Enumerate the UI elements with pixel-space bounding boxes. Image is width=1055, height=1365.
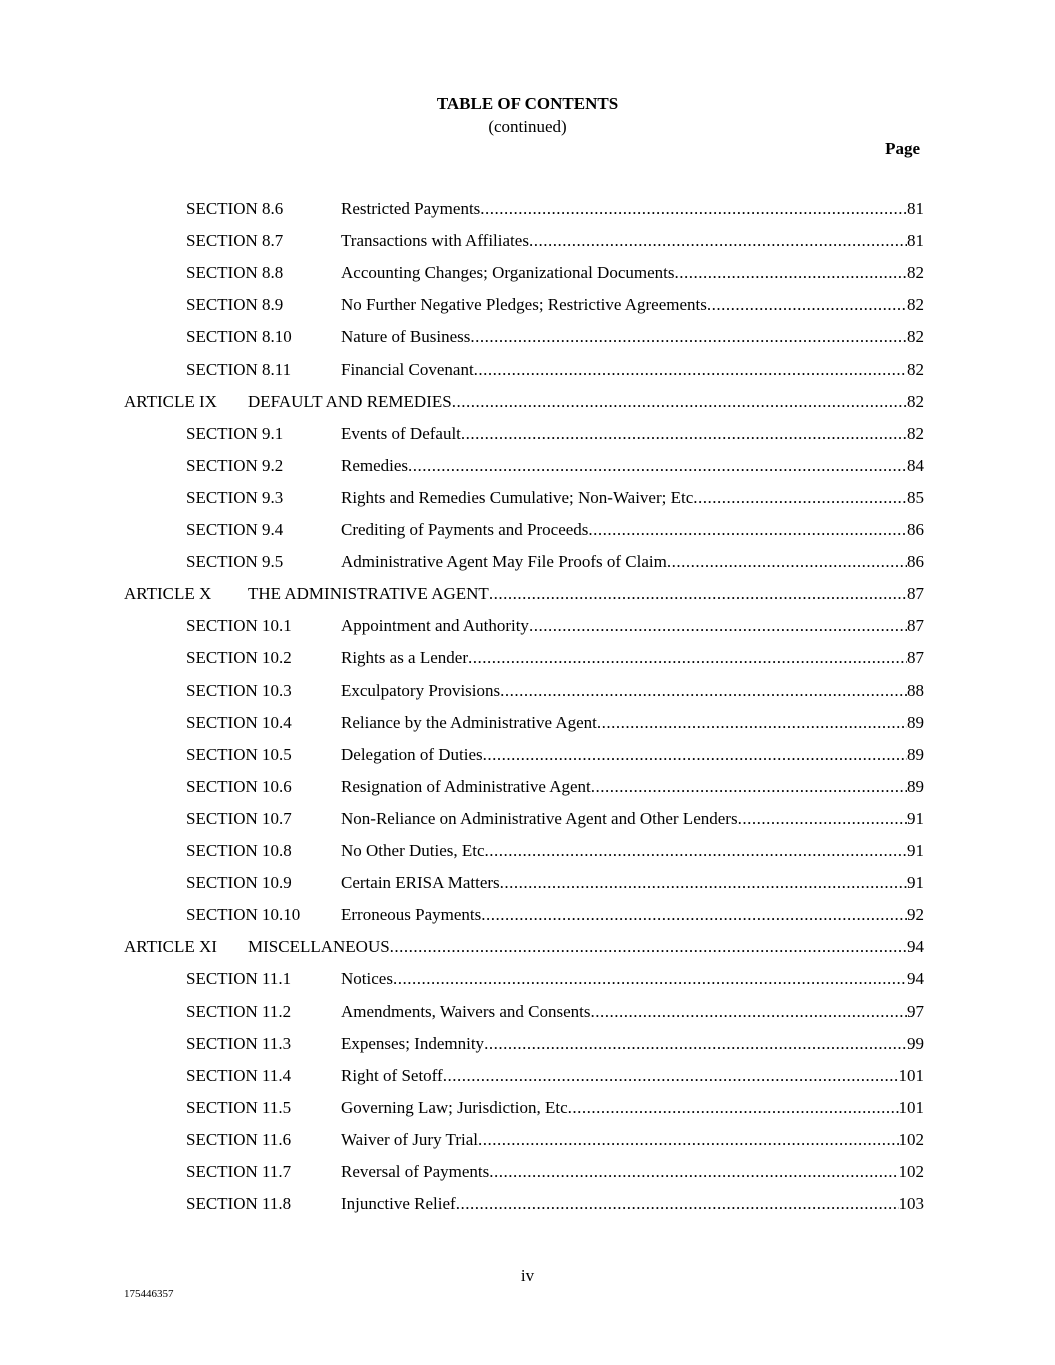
toc-entry-page: 82 (907, 263, 924, 283)
toc-entry-label: SECTION 10.8 (186, 841, 292, 860)
toc-entry-page: 82 (907, 391, 924, 411)
toc-entry-label: SECTION 9.3 (186, 487, 284, 507)
toc-entry-title: No Other Duties, Etc (341, 841, 485, 860)
toc-entry-label: SECTION 8.10 (186, 327, 292, 347)
toc-entry-label: SECTION 9.5 (186, 552, 284, 572)
toc-entry-page: 94 (907, 937, 924, 957)
toc-entry-title: Crediting of Payments and Proceeds (341, 520, 589, 539)
toc-entry-page: 82 (907, 295, 924, 315)
toc-entry-label: SECTION 11.7 (186, 1162, 292, 1181)
toc-section-entry[interactable] (0, 615, 1055, 637)
toc-entry-page: 92 (907, 905, 924, 925)
toc-entry-title: Erroneous Payments (341, 905, 482, 925)
dot-leader (667, 551, 907, 573)
toc-entry-label: ARTICLE X (124, 584, 212, 604)
toc-section-entry[interactable] (0, 359, 1055, 381)
toc-entry-label: SECTION 9.4 (186, 520, 284, 539)
dot-leader (408, 455, 907, 477)
toc-entry-page: 86 (907, 552, 924, 572)
toc-section-entry[interactable] (0, 776, 1055, 798)
toc-entry-label: SECTION 10.5 (186, 744, 292, 764)
dot-leader (478, 1129, 899, 1151)
toc-entry-label: SECTION 8.9 (186, 295, 284, 315)
toc-entry-title: Reliance by the Administrative Agent (341, 712, 597, 732)
toc-entry-title: Nature of Business (341, 327, 471, 347)
dot-leader (390, 936, 907, 958)
toc-section-entry[interactable] (0, 1097, 1055, 1119)
toc-entry-label: SECTION 8.11 (186, 359, 292, 379)
toc-entry-label: SECTION 8.6 (186, 199, 284, 218)
toc-entry-title: Notices (341, 969, 393, 989)
toc-entry-page: 82 (907, 359, 924, 379)
page-column-header: Page (885, 139, 920, 158)
toc-section-entry[interactable] (0, 455, 1055, 477)
toc-entry-label: SECTION 8.7 (186, 231, 284, 251)
toc-section-entry[interactable] (0, 1129, 1055, 1151)
toc-entry-label: SECTION 10.6 (186, 776, 292, 796)
toc-entry-label: SECTION 10.4 (186, 712, 292, 732)
toc-entry-title: Rights as a Lender (341, 648, 468, 668)
toc-entry-title: Right of Setoff (341, 1065, 443, 1085)
toc-entry-title: Events of Default (341, 423, 461, 443)
dot-leader (461, 423, 907, 445)
toc-entry-page: 102 (898, 1129, 924, 1149)
toc-section-entry[interactable] (0, 680, 1055, 702)
toc-entry-page: 88 (907, 680, 924, 700)
toc-entry-title: Remedies (341, 455, 409, 475)
toc-section-entry[interactable] (0, 487, 1055, 509)
toc-entry-page: 86 (907, 520, 924, 539)
dot-leader (489, 583, 907, 605)
toc-entry-title: Amendments, Waivers and Consents (341, 1001, 591, 1021)
toc-entry-title: Financial Covenant (341, 359, 474, 379)
toc-entry-label: SECTION 9.2 (186, 455, 284, 475)
toc-entry-title: Rights and Remedies Cumulative; Non-Waiver; Etc (341, 487, 694, 507)
toc-entry-page: 94 (907, 969, 924, 989)
toc-entry-title: Administrative Agent May File Proofs of Claim (341, 552, 667, 572)
toc-entry-page: 91 (907, 873, 924, 893)
dot-leader (470, 326, 907, 348)
dot-leader (693, 487, 907, 509)
dot-leader (393, 968, 907, 990)
toc-section-entry[interactable] (0, 294, 1055, 316)
toc-entry-title: Injunctive Relief (341, 1194, 456, 1214)
toc-article-entry[interactable] (0, 583, 1055, 605)
toc-entry-title: Non-Reliance on Administrative Agent and Other Lenders (341, 808, 738, 828)
toc-section-entry[interactable] (0, 1193, 1055, 1215)
toc-entry-label: SECTION 11.5 (186, 1097, 292, 1117)
dot-leader (484, 1033, 907, 1055)
toc-entry-label: SECTION 10.1 (186, 616, 292, 636)
dot-leader (485, 840, 907, 862)
dot-leader (674, 262, 907, 284)
toc-entry-title: Appointment and Authority (341, 616, 529, 636)
toc-entry-title: Resignation of Administrative Agent (341, 776, 591, 796)
toc-entry-page: 87 (907, 584, 924, 604)
dot-leader (452, 391, 907, 413)
toc-section-entry[interactable] (0, 744, 1055, 766)
toc-entry-page: 87 (907, 616, 924, 636)
toc-entry-page: 99 (907, 1033, 924, 1053)
toc-section-entry[interactable] (0, 647, 1055, 669)
dot-leader (588, 519, 907, 541)
toc-entry-page: 89 (907, 712, 924, 732)
toc-entry-page: 97 (907, 1001, 924, 1021)
toc-entry-title: Exculpatory Provisions (341, 680, 501, 700)
dot-leader (738, 808, 907, 830)
dot-leader (500, 680, 907, 702)
dot-leader (568, 1097, 899, 1119)
toc-entry-title: Certain ERISA Matters (341, 873, 500, 893)
toc-section-entry[interactable] (0, 1065, 1055, 1087)
toc-section-entry[interactable] (0, 968, 1055, 990)
toc-entry-title: MISCELLANEOUS (248, 937, 390, 957)
dot-leader (591, 776, 907, 798)
toc-entry-label: ARTICLE XI (124, 937, 217, 957)
toc-section-entry[interactable] (0, 198, 1055, 220)
toc-entry-label: SECTION 11.6 (186, 1129, 292, 1149)
toc-section-entry[interactable] (0, 1161, 1055, 1183)
dot-leader (597, 712, 907, 734)
toc-entry-label: SECTION 10.9 (186, 873, 292, 893)
toc-section-entry[interactable] (0, 1001, 1055, 1023)
toc-entry-title: No Further Negative Pledges; Restrictive Agreements (341, 295, 707, 315)
dot-leader (500, 872, 907, 894)
toc-entry-page: 91 (907, 841, 924, 860)
toc-entry-page: 101 (898, 1097, 924, 1117)
toc-entry-page: 102 (898, 1162, 924, 1181)
dot-leader (529, 230, 907, 252)
toc-entry-label: SECTION 11.8 (186, 1194, 292, 1214)
footer-page-number: iv (520, 1266, 535, 1285)
toc-subtitle: (continued) (488, 117, 567, 136)
toc-entry-title: THE ADMINISTRATIVE AGENT (248, 584, 489, 604)
toc-entry-title: Restricted Payments (341, 199, 481, 218)
toc-entry-page: 91 (907, 808, 924, 828)
toc-entry-page: 85 (907, 487, 924, 507)
toc-entry-label: SECTION 11.4 (186, 1065, 292, 1085)
toc-entry-title: Expenses; Indemnity (341, 1033, 485, 1053)
toc-title: TABLE OF CONTENTS (436, 94, 619, 113)
toc-section-entry[interactable] (0, 1033, 1055, 1055)
dot-leader (707, 294, 907, 316)
toc-entry-label: SECTION 10.3 (186, 680, 292, 700)
toc-entry-page: 84 (907, 455, 924, 475)
toc-entry-label: SECTION 8.8 (186, 263, 284, 283)
document-id: 175446357 (124, 1288, 174, 1300)
dot-leader (474, 359, 907, 381)
dot-leader (481, 904, 907, 926)
dot-leader (529, 615, 907, 637)
toc-entry-title: Accounting Changes; Organizational Documents (341, 263, 675, 283)
toc-section-entry[interactable] (0, 519, 1055, 541)
toc-section-entry[interactable] (0, 712, 1055, 734)
toc-entry-label: SECTION 9.1 (186, 423, 284, 443)
dot-leader (443, 1065, 899, 1087)
toc-entry-page: 82 (907, 327, 924, 347)
dot-leader (483, 744, 907, 766)
toc-section-entry[interactable] (0, 262, 1055, 284)
toc-entry-page: 101 (898, 1065, 924, 1085)
dot-leader (480, 198, 907, 220)
toc-article-entry[interactable] (0, 391, 1055, 413)
toc-entry-title: Governing Law; Jurisdiction, Etc (341, 1097, 568, 1117)
toc-section-entry[interactable] (0, 551, 1055, 573)
toc-section-entry[interactable] (0, 808, 1055, 830)
dot-leader (591, 1001, 907, 1023)
dot-leader (468, 647, 907, 669)
toc-article-entry[interactable] (0, 936, 1055, 958)
toc-section-entry[interactable] (0, 230, 1055, 252)
toc-entry-page: 89 (907, 776, 924, 796)
toc-entry-page: 87 (907, 648, 924, 668)
toc-section-entry[interactable] (0, 326, 1055, 348)
toc-entry-label: ARTICLE IX (124, 391, 217, 411)
toc-entry-title: Reversal of Payments (341, 1162, 490, 1181)
toc-entry-title: Transactions with Affiliates (341, 231, 529, 251)
toc-entry-title: DEFAULT AND REMEDIES (248, 391, 452, 411)
toc-entry-label: SECTION 10.10 (186, 905, 301, 925)
toc-entry-page: 81 (907, 231, 924, 251)
toc-section-entry[interactable] (0, 423, 1055, 445)
toc-entry-title: Waiver of Jury Trial (341, 1129, 478, 1149)
toc-section-entry[interactable] (0, 840, 1055, 862)
toc-section-entry[interactable] (0, 872, 1055, 894)
toc-entry-page: 103 (898, 1194, 924, 1214)
toc-entry-label: SECTION 11.2 (186, 1001, 292, 1021)
toc-entry-label: SECTION 11.3 (186, 1033, 292, 1053)
toc-entry-label: SECTION 11.1 (186, 969, 292, 989)
dot-leader (489, 1161, 898, 1183)
toc-entry-title: Delegation of Duties (341, 744, 483, 764)
toc-entry-label: SECTION 10.7 (186, 808, 292, 828)
toc-entry-page: 89 (907, 744, 924, 764)
toc-section-entry[interactable] (0, 904, 1055, 926)
toc-entry-page: 81 (907, 199, 924, 218)
toc-entry-label: SECTION 10.2 (186, 648, 292, 668)
toc-entry-page: 82 (907, 423, 924, 443)
dot-leader (456, 1193, 899, 1215)
